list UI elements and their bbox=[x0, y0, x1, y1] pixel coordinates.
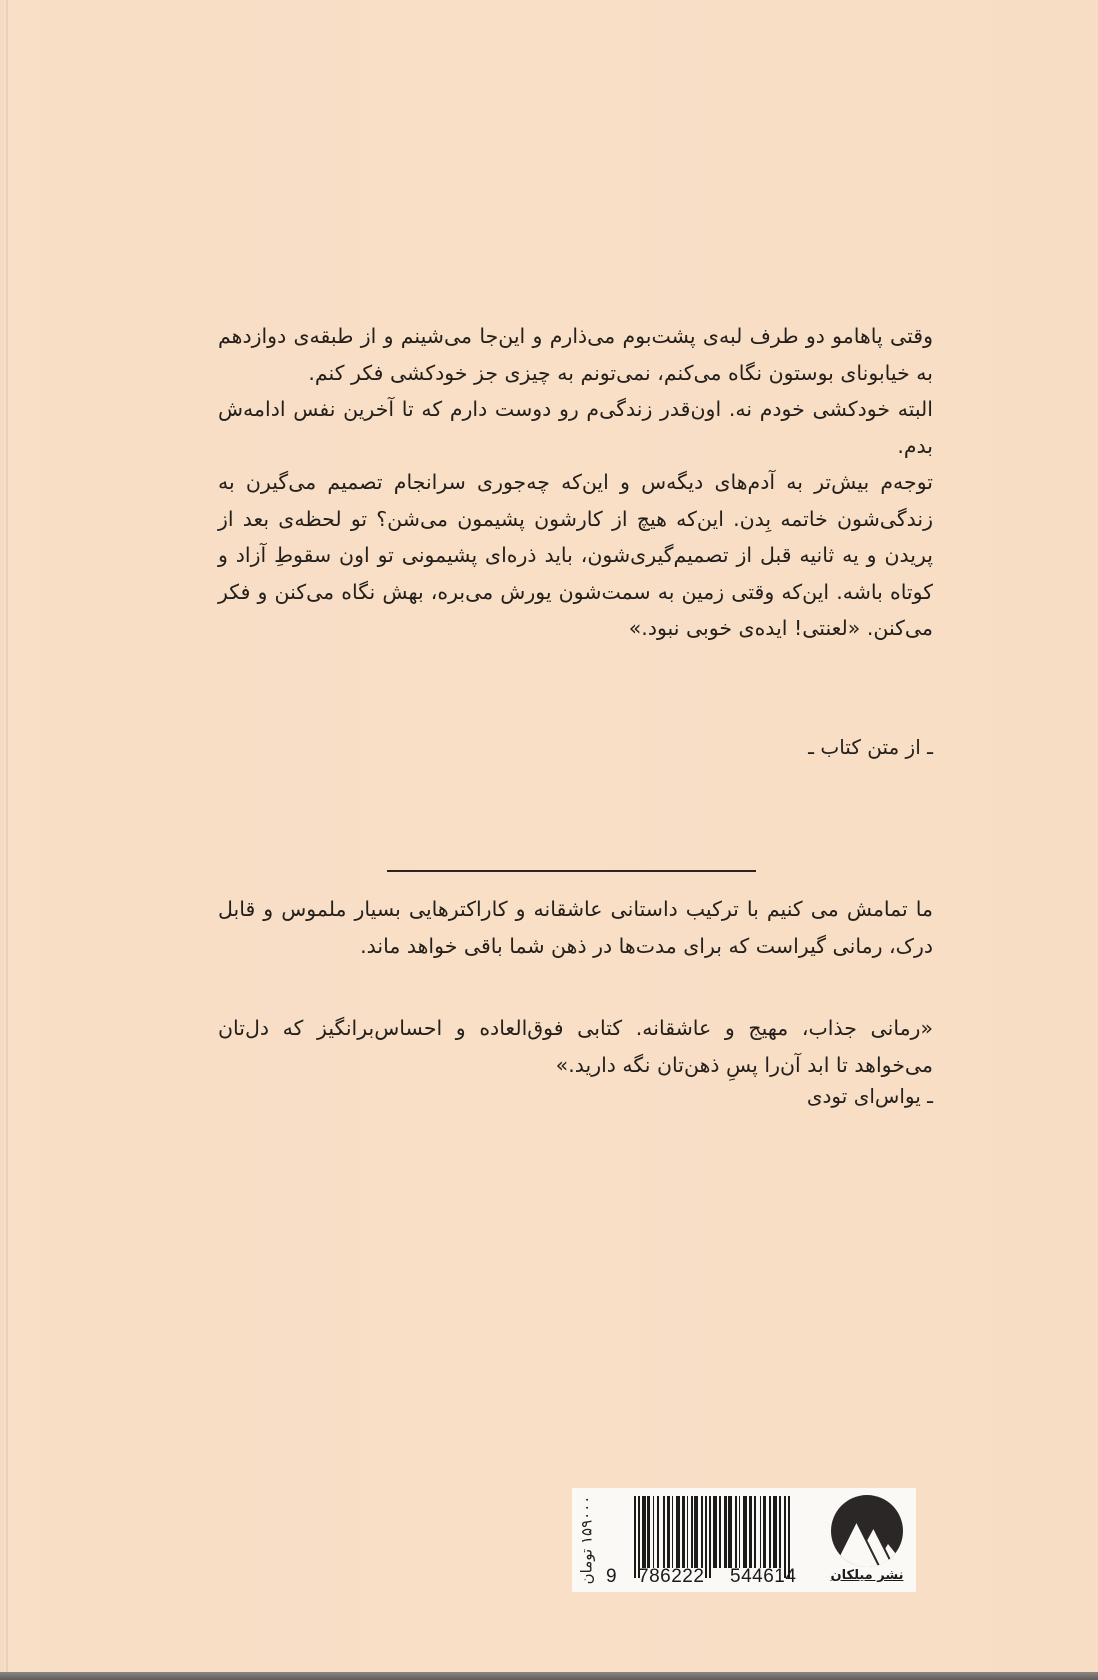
review-source: ـ یواس‌ای تودی bbox=[806, 1084, 933, 1108]
isbn-left-group: 786222 bbox=[638, 1566, 705, 1587]
press-review bbox=[218, 1010, 933, 1083]
mountains-in-circle-icon bbox=[830, 1494, 904, 1568]
excerpt-paragraph-1: وقتی پاهامو دو طرف لبه‌ی پشت‌بوم می‌ذارم و این‌جا می‌شینم و از طبقه‌ی دوازدهم به خیابونای بوستون نگاه می‌کنم، نمی‌تونم به چیزی جز خودکشی فکر کنم. bbox=[218, 324, 933, 385]
isbn-first-digit: 9 bbox=[606, 1566, 618, 1587]
price-tag bbox=[572, 1488, 600, 1592]
book-blurb bbox=[218, 891, 933, 964]
excerpt-paragraph-2: البته خودکشی خودم نه. اون‌قدر زندگی‌م رو دوست دارم که تا آخرین نفس ادامه‌ش بدم. bbox=[218, 397, 933, 458]
scan-bottom-edge bbox=[0, 1672, 1098, 1680]
publisher-name: نشر میلکان bbox=[830, 1568, 904, 1583]
book-excerpt bbox=[218, 318, 933, 647]
barcode-label bbox=[572, 1488, 916, 1592]
isbn-right-group: 544614 bbox=[730, 1566, 797, 1587]
review-quote: «رمانی جذاب، مهیج و عاشقانه. کتابی فوق‌العاده و احساس‌برانگیز که دل‌تان می‌خواهد تا ابد آن‌را پسِ ذهن‌تان نگه دارید.» bbox=[218, 1016, 933, 1077]
spine-edge bbox=[6, 0, 8, 1672]
section-divider bbox=[387, 870, 756, 872]
excerpt-paragraph-3: توجه‌م بیش‌تر به آدم‌های دیگه‌س و این‌که چه‌جوری سرانجام تصمیم می‌گیرن به زندگی‌شون خاتمه بِدن. این‌که هیچ از کارشون پشیمون می‌شن؟ تو لحظه‌ی بعد از پریدن و یه ثانیه قبل از تصمیم‌گیری‌شون، باید ذره‌ای پشیمونی تو اون سقوطِ آزاد و کوتاه باشه. این‌که وقتی زمین به سمت‌شون یورش می‌بره، بهش نگاه می‌کنن و فکر می‌کنن. «لعنتی! ایده‌ی خوبی نبود.» bbox=[218, 470, 933, 640]
blurb-text: ما تمامش می کنیم با ترکیب داستانی عاشقانه و کاراکترهایی بسیار ملموس و قابل درک، رمانی گیراست که برای مدت‌ها در ذهن شما باقی خواهد ماند. bbox=[218, 897, 933, 958]
excerpt-attribution: ـ از متن کتاب ـ bbox=[808, 735, 933, 759]
price-text: ۱۵۹۰۰۰ تومان bbox=[577, 1495, 595, 1585]
isbn-barcode bbox=[634, 1496, 820, 1568]
publisher-logo bbox=[826, 1494, 908, 1590]
isbn-number bbox=[606, 1566, 826, 1590]
